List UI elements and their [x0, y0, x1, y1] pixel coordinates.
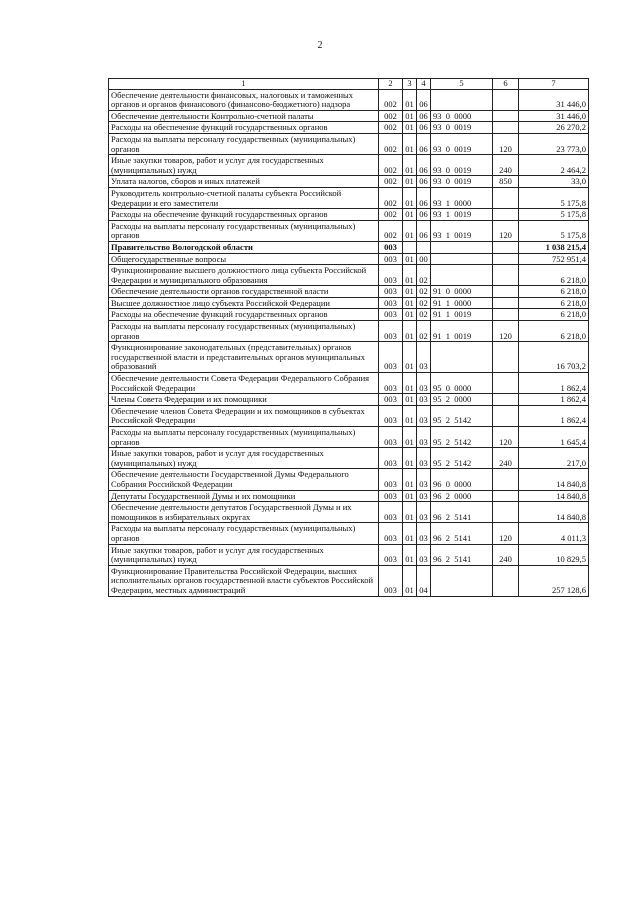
cell-rz: 01 [403, 427, 417, 448]
cell-name: Расходы на обеспечение функций государственных органов [109, 309, 379, 321]
cell-rz: 01 [403, 523, 417, 544]
cell-grbs: 003 [379, 286, 403, 298]
cell-csr [431, 265, 493, 286]
cell-sum: 257 128,6 [519, 565, 589, 596]
cell-name: Расходы на выплаты персоналу государственных (муниципальных) органов [109, 427, 379, 448]
cell-rz: 01 [403, 176, 417, 188]
cell-rz: 01 [403, 110, 417, 122]
cell-name: Уплата налогов, сборов и иных платежей [109, 176, 379, 188]
cell-name: Расходы на выплаты персоналу государственных (муниципальных) органов [109, 133, 379, 154]
cell-name: Обеспечение деятельности органов государственной власти [109, 286, 379, 298]
header-cell-name: 1 [109, 79, 379, 90]
cell-rz: 01 [403, 342, 417, 373]
table-row [109, 490, 589, 502]
cell-sum: 1 862,4 [519, 394, 589, 406]
cell-sum: 1 862,4 [519, 405, 589, 426]
cell-rz: 01 [403, 89, 417, 110]
cell-grbs: 002 [379, 209, 403, 221]
cell-sum: 10 829,5 [519, 544, 589, 565]
cell-rz: 01 [403, 502, 417, 523]
cell-grbs: 003 [379, 253, 403, 265]
cell-csr: 95 2 5142 [431, 448, 493, 469]
table-row [109, 297, 589, 309]
cell-pr: 04 [417, 565, 431, 596]
cell-csr: 96 2 0000 [431, 490, 493, 502]
cell-grbs: 002 [379, 89, 403, 110]
table-row [109, 469, 589, 490]
cell-csr [431, 565, 493, 596]
cell-grbs: 003 [379, 297, 403, 309]
cell-pr: 03 [417, 405, 431, 426]
cell-rz: 01 [403, 220, 417, 241]
cell-csr [431, 253, 493, 265]
table-row [109, 405, 589, 426]
cell-grbs: 003 [379, 241, 403, 253]
cell-rz: 01 [403, 321, 417, 342]
cell-rz: 01 [403, 394, 417, 406]
table-body [109, 79, 589, 597]
cell-vr [493, 469, 519, 490]
table-row [109, 220, 589, 241]
cell-name: Иные закупки товаров, работ и услуг для государственных (муниципальных) нужд [109, 155, 379, 176]
cell-pr [417, 241, 431, 253]
cell-csr: 95 2 0000 [431, 394, 493, 406]
cell-csr: 96 2 5141 [431, 523, 493, 544]
table-row [109, 187, 589, 208]
cell-rz: 01 [403, 253, 417, 265]
cell-vr: 120 [493, 321, 519, 342]
cell-grbs: 003 [379, 544, 403, 565]
header-cell-pr: 4 [417, 79, 431, 90]
cell-csr: 91 0 0000 [431, 286, 493, 298]
cell-name: Расходы на выплаты персоналу государственных (муниципальных) органов [109, 321, 379, 342]
cell-grbs: 003 [379, 490, 403, 502]
cell-csr [431, 241, 493, 253]
cell-vr [493, 297, 519, 309]
cell-csr [431, 342, 493, 373]
cell-vr [493, 187, 519, 208]
cell-vr: 120 [493, 523, 519, 544]
cell-sum: 4 011,3 [519, 523, 589, 544]
table-row [109, 321, 589, 342]
cell-pr: 06 [417, 176, 431, 188]
cell-name: Руководитель контрольно-счетной палаты субъекта Российской Федерации и его заместители [109, 187, 379, 208]
cell-sum: 1 862,4 [519, 373, 589, 394]
cell-vr [493, 565, 519, 596]
cell-grbs: 002 [379, 220, 403, 241]
cell-name: Расходы на выплаты персоналу государственных (муниципальных) органов [109, 220, 379, 241]
cell-pr: 03 [417, 342, 431, 373]
budget-table [108, 78, 589, 597]
table-header-row [109, 79, 589, 90]
table-row [109, 176, 589, 188]
cell-vr: 120 [493, 427, 519, 448]
cell-pr: 03 [417, 544, 431, 565]
cell-vr [493, 342, 519, 373]
cell-grbs: 003 [379, 373, 403, 394]
cell-grbs: 003 [379, 405, 403, 426]
cell-sum: 1 038 215,4 [519, 241, 589, 253]
cell-vr [493, 394, 519, 406]
cell-vr [493, 241, 519, 253]
cell-vr [493, 286, 519, 298]
cell-sum: 14 840,8 [519, 502, 589, 523]
cell-vr: 120 [493, 133, 519, 154]
cell-sum: 2 464,2 [519, 155, 589, 176]
cell-name: Расходы на обеспечение функций государственных органов [109, 122, 379, 134]
cell-name: Депутаты Государственной Думы и их помощники [109, 490, 379, 502]
cell-name: Расходы на обеспечение функций государственных органов [109, 209, 379, 221]
cell-grbs: 003 [379, 469, 403, 490]
cell-csr: 96 0 0000 [431, 469, 493, 490]
cell-grbs: 003 [379, 265, 403, 286]
table-row [109, 394, 589, 406]
cell-grbs: 002 [379, 110, 403, 122]
cell-vr [493, 253, 519, 265]
cell-sum: 6 218,0 [519, 286, 589, 298]
cell-csr: 93 0 0019 [431, 155, 493, 176]
cell-pr: 02 [417, 297, 431, 309]
cell-rz: 01 [403, 297, 417, 309]
cell-csr: 96 2 5141 [431, 502, 493, 523]
table-row [109, 373, 589, 394]
cell-csr: 93 0 0019 [431, 122, 493, 134]
cell-name: Функционирование законодательных (представительных) органов государственной власти и представительных органов муниципальных образований [109, 342, 379, 373]
cell-rz: 01 [403, 405, 417, 426]
cell-pr: 02 [417, 286, 431, 298]
cell-sum: 752 951,4 [519, 253, 589, 265]
cell-sum: 14 840,8 [519, 490, 589, 502]
cell-pr: 06 [417, 133, 431, 154]
table-row [109, 110, 589, 122]
cell-pr: 06 [417, 89, 431, 110]
cell-pr: 06 [417, 187, 431, 208]
cell-csr: 93 0 0019 [431, 176, 493, 188]
cell-csr: 91 1 0000 [431, 297, 493, 309]
cell-name: Обеспечение деятельности Совета Федерации Федерального Собрания Российской Федерации [109, 373, 379, 394]
cell-csr: 95 2 5142 [431, 405, 493, 426]
cell-name: Обеспечение членов Совета Федерации и их помощников в субъектах Российской Федерации [109, 405, 379, 426]
cell-vr: 240 [493, 544, 519, 565]
cell-grbs: 003 [379, 502, 403, 523]
cell-name: Общегосударственные вопросы [109, 253, 379, 265]
header-cell-sum: 7 [519, 79, 589, 90]
cell-rz: 01 [403, 133, 417, 154]
cell-grbs: 003 [379, 309, 403, 321]
cell-pr: 06 [417, 122, 431, 134]
cell-rz: 01 [403, 209, 417, 221]
page-number: 2 [317, 40, 323, 51]
cell-rz: 01 [403, 187, 417, 208]
cell-name: Обеспечение деятельности финансовых, налоговых и таможенных органов и органов финансового (финансово-бюджетного) надзора [109, 89, 379, 110]
cell-name: Правительство Вологодской области [109, 241, 379, 253]
cell-csr: 91 1 0019 [431, 309, 493, 321]
table-row [109, 448, 589, 469]
cell-csr: 93 1 0019 [431, 220, 493, 241]
cell-rz [403, 241, 417, 253]
header-cell-csr: 5 [431, 79, 493, 90]
cell-pr: 03 [417, 373, 431, 394]
table-row [109, 155, 589, 176]
cell-pr: 03 [417, 523, 431, 544]
cell-grbs: 002 [379, 176, 403, 188]
cell-csr: 93 1 0019 [431, 209, 493, 221]
cell-vr: 120 [493, 220, 519, 241]
cell-pr: 02 [417, 265, 431, 286]
table-row [109, 565, 589, 596]
cell-name: Функционирование высшего должностного лица субъекта Российской Федерации и муниципального образования [109, 265, 379, 286]
cell-name: Высшее должностное лицо субъекта Российской Федерации [109, 297, 379, 309]
table-row [109, 427, 589, 448]
cell-vr: 240 [493, 448, 519, 469]
cell-pr: 03 [417, 448, 431, 469]
cell-grbs: 003 [379, 321, 403, 342]
cell-name: Обеспечение деятельности Контрольно-счетной палаты [109, 110, 379, 122]
cell-vr: 850 [493, 176, 519, 188]
cell-vr [493, 209, 519, 221]
cell-csr: 93 0 0000 [431, 110, 493, 122]
cell-grbs: 003 [379, 394, 403, 406]
cell-sum: 6 218,0 [519, 321, 589, 342]
table-row [109, 122, 589, 134]
cell-csr [431, 89, 493, 110]
cell-sum: 6 218,0 [519, 309, 589, 321]
table-row [109, 241, 589, 253]
table-row [109, 265, 589, 286]
cell-grbs: 002 [379, 187, 403, 208]
cell-rz: 01 [403, 469, 417, 490]
cell-sum: 14 840,8 [519, 469, 589, 490]
cell-csr: 96 2 5141 [431, 544, 493, 565]
header-cell-rz: 3 [403, 79, 417, 90]
cell-csr: 95 0 0000 [431, 373, 493, 394]
table-row [109, 342, 589, 373]
table-row [109, 286, 589, 298]
cell-rz: 01 [403, 286, 417, 298]
cell-name: Функционирование Правительства Российской Федерации, высших исполнительных органов государственной власти субъектов Российской Федерации, местных администраций [109, 565, 379, 596]
cell-grbs: 003 [379, 342, 403, 373]
cell-vr [493, 405, 519, 426]
cell-sum: 5 175,8 [519, 187, 589, 208]
cell-sum: 5 175,8 [519, 220, 589, 241]
cell-vr [493, 265, 519, 286]
header-cell-grbs: 2 [379, 79, 403, 90]
cell-rz: 01 [403, 448, 417, 469]
cell-grbs: 003 [379, 448, 403, 469]
cell-sum: 5 175,8 [519, 209, 589, 221]
cell-sum: 31 446,0 [519, 89, 589, 110]
cell-grbs: 003 [379, 523, 403, 544]
cell-pr: 02 [417, 309, 431, 321]
cell-sum: 31 446,0 [519, 110, 589, 122]
table-row [109, 523, 589, 544]
cell-name: Иные закупки товаров, работ и услуг для государственных (муниципальных) нужд [109, 544, 379, 565]
table-row [109, 502, 589, 523]
cell-rz: 01 [403, 373, 417, 394]
cell-pr: 03 [417, 490, 431, 502]
cell-csr: 95 2 5142 [431, 427, 493, 448]
cell-sum: 33,0 [519, 176, 589, 188]
cell-csr: 91 1 0019 [431, 321, 493, 342]
cell-vr: 240 [493, 155, 519, 176]
cell-rz: 01 [403, 265, 417, 286]
cell-rz: 01 [403, 155, 417, 176]
cell-vr [493, 89, 519, 110]
cell-vr [493, 309, 519, 321]
cell-vr [493, 122, 519, 134]
cell-vr [493, 490, 519, 502]
cell-sum: 6 218,0 [519, 297, 589, 309]
cell-rz: 01 [403, 490, 417, 502]
cell-csr: 93 0 0019 [431, 133, 493, 154]
cell-pr: 00 [417, 253, 431, 265]
cell-name: Расходы на выплаты персоналу государственных (муниципальных) органов [109, 523, 379, 544]
cell-vr [493, 373, 519, 394]
cell-name: Обеспечение деятельности Государственной Думы Федерального Собрания Российской Федерации [109, 469, 379, 490]
cell-pr: 03 [417, 427, 431, 448]
cell-name: Иные закупки товаров, работ и услуг для государственных (муниципальных) нужд [109, 448, 379, 469]
cell-pr: 03 [417, 394, 431, 406]
cell-sum: 26 270,2 [519, 122, 589, 134]
cell-grbs: 003 [379, 565, 403, 596]
cell-sum: 1 645,4 [519, 427, 589, 448]
cell-vr [493, 502, 519, 523]
cell-csr: 93 1 0000 [431, 187, 493, 208]
cell-grbs: 002 [379, 133, 403, 154]
cell-name: Обеспечение деятельности депутатов Государственной Думы и их помощников в избирательных округах [109, 502, 379, 523]
cell-rz: 01 [403, 122, 417, 134]
header-cell-vr: 6 [493, 79, 519, 90]
cell-vr [493, 110, 519, 122]
cell-pr: 06 [417, 220, 431, 241]
cell-rz: 01 [403, 565, 417, 596]
cell-sum: 217,0 [519, 448, 589, 469]
cell-grbs: 002 [379, 122, 403, 134]
cell-name: Члены Совета Федерации и их помощники [109, 394, 379, 406]
cell-rz: 01 [403, 309, 417, 321]
cell-rz: 01 [403, 544, 417, 565]
table-row [109, 309, 589, 321]
cell-pr: 02 [417, 321, 431, 342]
cell-pr: 06 [417, 110, 431, 122]
cell-sum: 23 773,0 [519, 133, 589, 154]
cell-pr: 06 [417, 209, 431, 221]
cell-grbs: 002 [379, 155, 403, 176]
table-row [109, 133, 589, 154]
table-row [109, 544, 589, 565]
cell-pr: 03 [417, 502, 431, 523]
cell-sum: 6 218,0 [519, 265, 589, 286]
table-row [109, 89, 589, 110]
cell-sum: 16 703,2 [519, 342, 589, 373]
cell-pr: 06 [417, 155, 431, 176]
cell-grbs: 003 [379, 427, 403, 448]
cell-pr: 03 [417, 469, 431, 490]
table-row [109, 253, 589, 265]
table-row [109, 209, 589, 221]
